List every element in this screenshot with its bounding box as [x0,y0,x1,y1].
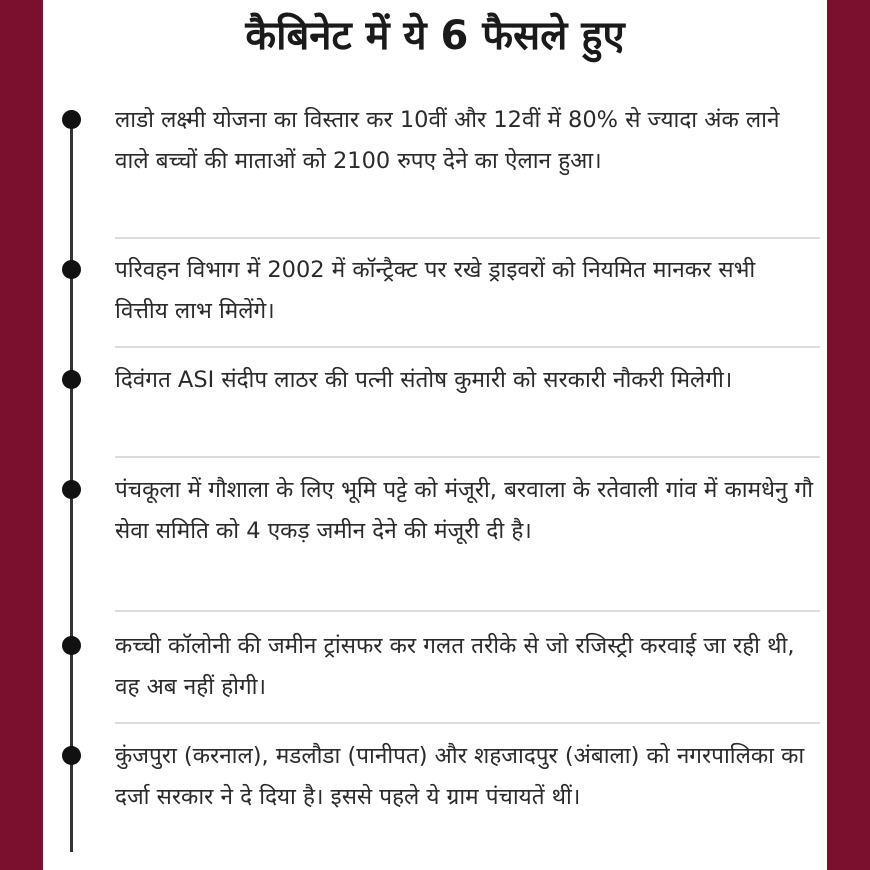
bullet-icon [62,260,81,279]
divider [115,610,820,612]
bullet-icon [62,480,81,499]
page-title: कैबिनेट में ये 6 फैसले हुए [245,13,625,59]
cabinet-decisions-card [43,0,827,870]
bullet-icon [62,746,81,765]
decision-text: लाडो लक्ष्मी योजना का विस्तार कर 10वीं और 12वीं में 80% से ज्यादा अंक लाने वाले बच्चों की माताओं को 2100 रुपए देने का ऐलान हुआ। [115,107,780,174]
decision-text: कच्ची कॉलोनी की जमीन ट्रांसफर कर गलत तरीके से जो रजिस्ट्री करवाई जा रही थी, वह अब नहीं होगी। [115,633,795,700]
decision-text: पंचकूला में गौशाला के लिए भूमि पट्टे को मंजूरी, बरवाला के रतेवाली गांव में कामधेनु गौ सेवा समिति को 4 एकड़ जमीन देने की मंजूरी दी है। [115,477,814,544]
bullet-icon [62,370,81,389]
divider [115,456,820,458]
bullet-icon [62,636,81,655]
divider [115,722,820,724]
bullet-icon [62,110,81,129]
decision-text: परिवहन विभाग में 2002 में कॉन्ट्रैक्ट पर रखे ड्राइवरों को नियमित मानकर सभी वित्तीय लाभ मिलेंगे। [115,257,756,324]
decision-text: कुंजपुरा (करनाल), मडलौडा (पानीपत) और शहजादपुर (अंबाला) को नगरपालिका का दर्जा सरकार ने दे दिया है। इससे पहले ये ग्राम पंचायतें थीं। [115,743,805,810]
divider [115,237,820,239]
decision-text: दिवंगत ASI संदीप लाठर की पत्नी संतोष कुमारी को सरकारी नौकरी मिलेगी। [115,367,733,393]
divider [115,346,820,348]
